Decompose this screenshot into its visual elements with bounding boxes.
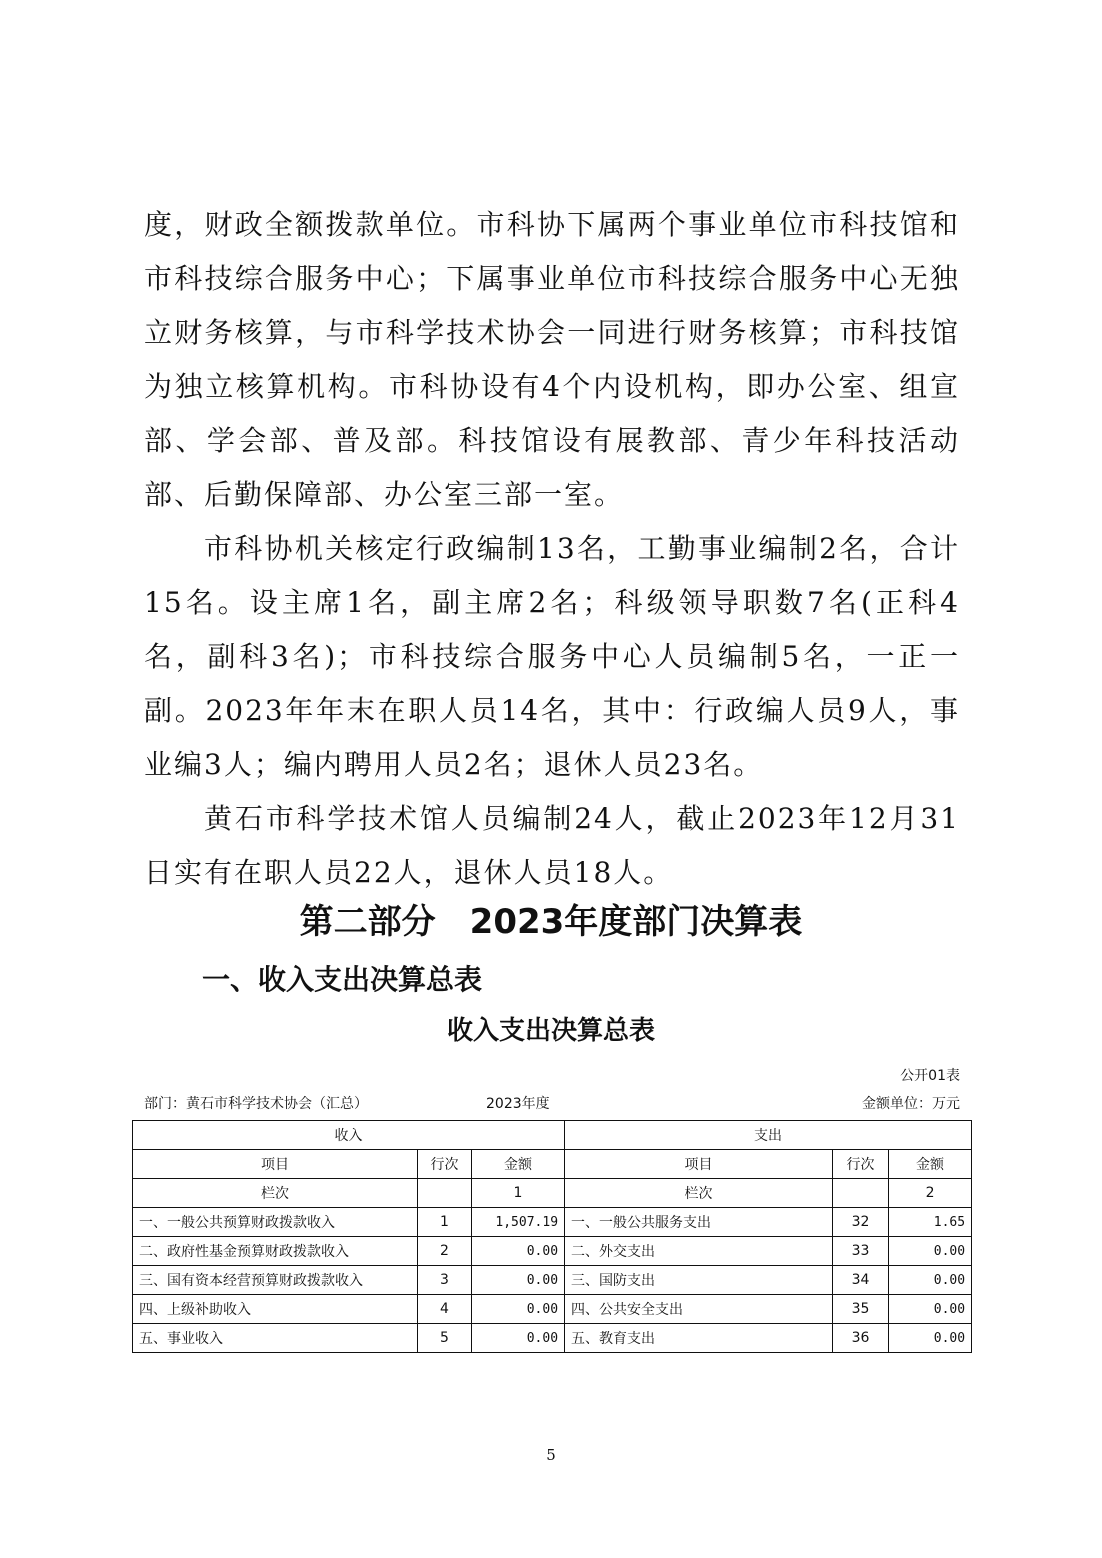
part-heading: 第二部分 2023年度部门决算表 — [299, 902, 803, 942]
income-item-header: 项目 — [133, 1150, 418, 1179]
expense-amount: 0.00 — [889, 1237, 972, 1266]
year-label: 2023年度 — [486, 1096, 550, 1112]
income-lanci-empty — [418, 1179, 472, 1208]
table-group-header-row — [133, 1121, 972, 1150]
table-row — [133, 1324, 972, 1353]
income-item: 三、国有资本经营预算财政拨款收入 — [133, 1266, 418, 1295]
income-item: 四、上级补助收入 — [133, 1295, 418, 1324]
table-column-header-row — [133, 1150, 972, 1179]
expense-amount: 0.00 — [889, 1295, 972, 1324]
income-lanci-label: 栏次 — [133, 1179, 418, 1208]
expense-header: 支出 — [565, 1121, 972, 1150]
expense-amount: 1.65 — [889, 1208, 972, 1237]
table-code: 公开01表 — [900, 1068, 960, 1084]
expense-amount: 0.00 — [889, 1324, 972, 1353]
income-row-number: 2 — [418, 1237, 472, 1266]
table-lanci-row — [133, 1179, 972, 1208]
income-row-number: 4 — [418, 1295, 472, 1324]
staffing-paragraph: 市科协机关核定行政编制13名，工勤事业编制2名，合计15名。设主席1名，副主席2名；科级领导职数7名(正科4名，副科3名)；市科技综合服务中心人员编制5名，一正一副。2023年年末在职人员14名，其中：行政编人员9人，事业编3人；编内聘用人员2名；退休人员23名。 — [144, 532, 960, 781]
income-amount: 0.00 — [472, 1266, 565, 1295]
income-row-number: 5 — [418, 1324, 472, 1353]
table-row — [133, 1266, 972, 1295]
expense-item: 五、教育支出 — [565, 1324, 833, 1353]
table-row — [133, 1295, 972, 1324]
expense-item: 一、一般公共服务支出 — [565, 1208, 833, 1237]
expense-item: 三、国防支出 — [565, 1266, 833, 1295]
income-expense-table — [132, 1120, 972, 1353]
income-column-number: 1 — [472, 1179, 565, 1208]
museum-staff-paragraph: 黄石市科学技术馆人员编制24人，截止2023年12月31日实有在职人员22人，退休人员18人。 — [144, 802, 960, 889]
income-amount: 1,507.19 — [472, 1208, 565, 1237]
income-row-number: 3 — [418, 1266, 472, 1295]
table-row — [133, 1237, 972, 1266]
section-heading: 一、收入支出决算总表 — [202, 963, 483, 996]
expense-item: 二、外交支出 — [565, 1237, 833, 1266]
intro-paragraph: 度，财政全额拨款单位。市科协下属两个事业单位市科技馆和市科技综合服务中心；下属事业单位市科技综合服务中心无独立财务核算，与市科学技术协会一同进行财务核算；市科技馆为独立核算机构。市科协设有4个内设机构，即办公室、组宣部、学会部、普及部。科技馆设有展教部、青少年科技活动部、后勤保障部、办公室三部一室。 — [144, 208, 960, 511]
income-row-number: 1 — [418, 1208, 472, 1237]
income-header: 收入 — [133, 1121, 565, 1150]
income-amount: 0.00 — [472, 1295, 565, 1324]
income-item: 五、事业收入 — [133, 1324, 418, 1353]
table-title: 收入支出决算总表 — [446, 1016, 655, 1046]
expense-lanci-label: 栏次 — [565, 1179, 833, 1208]
expense-amount-header: 金额 — [889, 1150, 972, 1179]
expense-column-number: 2 — [889, 1179, 972, 1208]
expense-row-number: 33 — [833, 1237, 889, 1266]
department-label: 部门：黄石市科学技术协会（汇总） — [144, 1096, 368, 1112]
expense-item: 四、公共安全支出 — [565, 1295, 833, 1324]
expense-row-number: 32 — [833, 1208, 889, 1237]
table-row — [133, 1208, 972, 1237]
expense-row-header: 行次 — [833, 1150, 889, 1179]
income-amount-header: 金额 — [472, 1150, 565, 1179]
expense-amount: 0.00 — [889, 1266, 972, 1295]
expense-row-number: 35 — [833, 1295, 889, 1324]
expense-row-number: 34 — [833, 1266, 889, 1295]
income-amount: 0.00 — [472, 1237, 565, 1266]
unit-label: 金额单位：万元 — [862, 1096, 960, 1112]
expense-lanci-empty — [833, 1179, 889, 1208]
income-row-header: 行次 — [418, 1150, 472, 1179]
income-item: 一、一般公共预算财政拨款收入 — [133, 1208, 418, 1237]
income-amount: 0.00 — [472, 1324, 565, 1353]
expense-item-header: 项目 — [565, 1150, 833, 1179]
page-number: 5 — [546, 1446, 556, 1464]
expense-row-number: 36 — [833, 1324, 889, 1353]
income-item: 二、政府性基金预算财政拨款收入 — [133, 1237, 418, 1266]
